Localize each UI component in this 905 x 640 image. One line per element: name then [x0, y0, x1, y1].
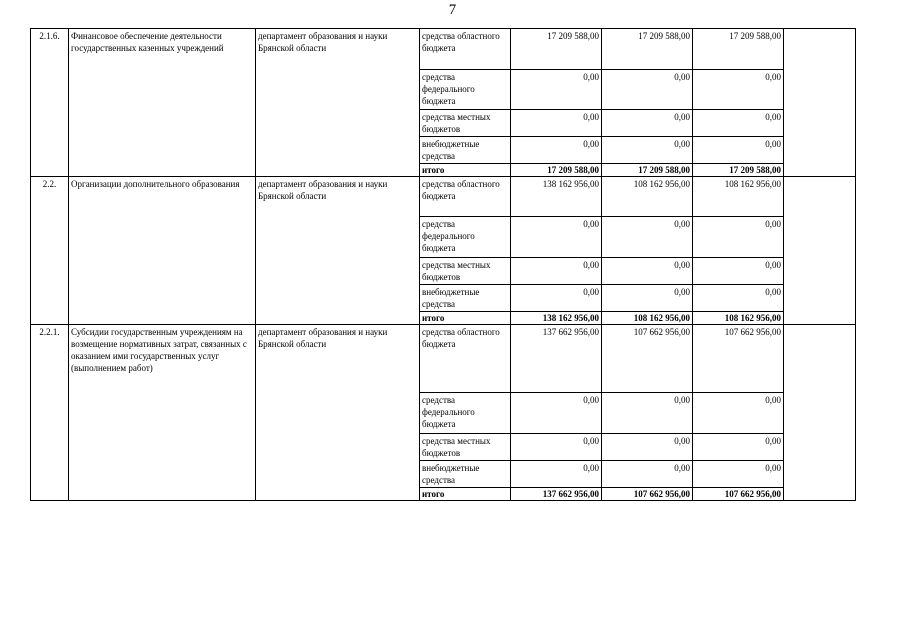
value-year-3: 0,00	[693, 217, 784, 258]
funding-source: средства областного бюджета	[420, 29, 511, 70]
funding-source: средства местных бюджетов	[420, 258, 511, 285]
value-year-1: 0,00	[511, 70, 602, 110]
value-year-3: 0,00	[693, 258, 784, 285]
value-year-1: 0,00	[511, 258, 602, 285]
value-year-1: 137 662 956,00	[511, 325, 602, 393]
value-year-3: 108 162 956,00	[693, 177, 784, 217]
value-year-1: 17 209 588,00	[511, 29, 602, 70]
value-year-2: 107 662 956,00	[602, 325, 693, 393]
total-year-1: 137 662 956,00	[511, 488, 602, 501]
item-number: 2.2.1.	[31, 325, 69, 501]
executor-name: департамент образования и науки Брянской области	[256, 325, 420, 501]
value-year-3: 0,00	[693, 70, 784, 110]
page-number: 7	[448, 2, 457, 18]
program-name: Финансовое обеспечение деятельности государственных казенных учреждений	[69, 29, 256, 177]
item-number: 2.1.6.	[31, 29, 69, 177]
value-year-3: 0,00	[693, 434, 784, 461]
value-year-2: 108 162 956,00	[602, 177, 693, 217]
table-row	[31, 29, 856, 70]
value-year-3: 107 662 956,00	[693, 325, 784, 393]
value-year-1: 0,00	[511, 434, 602, 461]
total-year-2: 17 209 588,00	[602, 164, 693, 177]
funding-source: средства федерального бюджета	[420, 70, 511, 110]
value-year-3: 0,00	[693, 393, 784, 434]
value-year-2: 0,00	[602, 70, 693, 110]
value-year-1: 0,00	[511, 285, 602, 312]
funding-source: средства областного бюджета	[420, 325, 511, 393]
value-year-3: 0,00	[693, 110, 784, 137]
value-year-1: 0,00	[511, 110, 602, 137]
funding-source: средства местных бюджетов	[420, 110, 511, 137]
funding-source: внебюджетные средства	[420, 285, 511, 312]
total-label: итого	[420, 164, 511, 177]
funding-source: внебюджетные средства	[420, 461, 511, 488]
value-year-2: 0,00	[602, 110, 693, 137]
funding-source: средства местных бюджетов	[420, 434, 511, 461]
funding-source: внебюджетные средства	[420, 137, 511, 164]
total-year-1: 17 209 588,00	[511, 164, 602, 177]
value-year-3: 0,00	[693, 461, 784, 488]
executor-name: департамент образования и науки Брянской области	[256, 177, 420, 325]
total-year-2: 108 162 956,00	[602, 312, 693, 325]
empty-cell	[784, 325, 856, 501]
value-year-2: 0,00	[602, 393, 693, 434]
table-row	[31, 177, 856, 217]
funding-source: средства федерального бюджета	[420, 217, 511, 258]
program-name: Субсидии государственным учреждениям на возмещение нормативных затрат, связанных с оказанием ими государственных услуг (выполнением работ)	[69, 325, 256, 501]
value-year-2: 0,00	[602, 434, 693, 461]
value-year-2: 17 209 588,00	[602, 29, 693, 70]
total-year-2: 107 662 956,00	[602, 488, 693, 501]
value-year-3: 17 209 588,00	[693, 29, 784, 70]
value-year-2: 0,00	[602, 285, 693, 312]
empty-cell	[784, 29, 856, 177]
value-year-1: 0,00	[511, 137, 602, 164]
value-year-1: 138 162 956,00	[511, 177, 602, 217]
funding-source: средства федерального бюджета	[420, 393, 511, 434]
value-year-2: 0,00	[602, 461, 693, 488]
empty-cell	[784, 177, 856, 325]
funding-source: средства областного бюджета	[420, 177, 511, 217]
budget-table	[30, 28, 856, 501]
value-year-3: 0,00	[693, 137, 784, 164]
value-year-1: 0,00	[511, 393, 602, 434]
total-label: итого	[420, 312, 511, 325]
value-year-1: 0,00	[511, 217, 602, 258]
value-year-1: 0,00	[511, 461, 602, 488]
value-year-2: 0,00	[602, 217, 693, 258]
total-year-1: 138 162 956,00	[511, 312, 602, 325]
item-number: 2.2.	[31, 177, 69, 325]
total-year-3: 108 162 956,00	[693, 312, 784, 325]
value-year-2: 0,00	[602, 258, 693, 285]
total-year-3: 107 662 956,00	[693, 488, 784, 501]
value-year-2: 0,00	[602, 137, 693, 164]
executor-name: департамент образования и науки Брянской области	[256, 29, 420, 177]
program-name: Организации дополнительного образования	[69, 177, 256, 325]
value-year-3: 0,00	[693, 285, 784, 312]
total-label: итого	[420, 488, 511, 501]
table-row	[31, 325, 856, 393]
total-year-3: 17 209 588,00	[693, 164, 784, 177]
